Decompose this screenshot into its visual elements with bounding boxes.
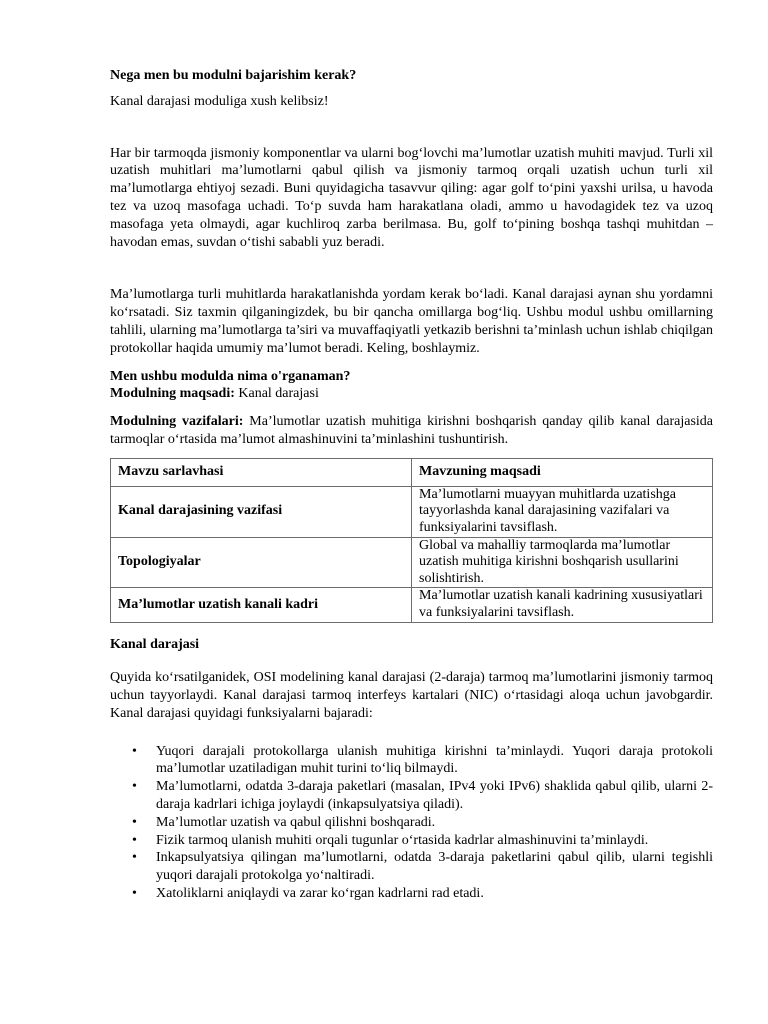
bullet-icon: • — [132, 814, 137, 830]
module-tasks-value: Ma’lumotlar uzatish muhitiga kirishni boshqarish qanday qilib kanal darajasida tarmoqlar o‘rtasida ma’lumot almashinuvini ta’minlashini tushuntirish. — [110, 414, 714, 447]
table-cell-topic: Kanal darajasining vazifasi — [111, 486, 412, 537]
module-tasks-label: Modulning vazifalari: — [110, 414, 244, 430]
list-item — [110, 885, 713, 903]
intro-paragraph-1: Har bir tarmoqda jismoniy komponentlar va ularni bog‘lovchi ma’lumotlar uzatish muhiti mavjud. Turli xil uzatish muhitlari ma’lumotlarni qabul qilish va jismoniy tarmoq orqali uzatish uchun turli xil ma’lumotlarga ehtiyoj sezadi. Buni quyidagicha tasavvur qiling: agar golf to‘pini yaxshi urilsa, u havoda tez va uzoq masofaga uchadi. To‘p suvda ham harakatlana oladi, ammo u havodagidek tez va uzoq masofaga yeta olmaydi, agar kuchliroq zarba berilmasa. Bu, golf to‘pining boshqa tashqi muhitdan – havodan emas, suvdan o‘tishi sababli yuz beradi. — [110, 145, 713, 250]
section-heading: Kanal darajasi — [110, 636, 200, 652]
table-cell-goal: Ma’lumotlar uzatish kanali kadrining xususiyatlari va funksiyalarini tavsiflash. — [412, 588, 713, 622]
welcome-text: Kanal darajasi moduliga xush kelibsiz! — [110, 93, 329, 109]
topics-table — [110, 458, 713, 623]
bullet-icon: • — [132, 886, 137, 902]
list-item-text: Ma’lumotlarni, odatda 3-daraja paketlari (masalan, IPv4 yoki IPv6) shaklida qabul qilib, ularni 2-daraja kadrlari ichiga joylaydi (inkapsulyatsiya qiladi). — [156, 779, 713, 813]
document-page — [110, 67, 713, 903]
list-item — [110, 743, 713, 779]
list-item-text: Fizik tarmoq ulanish muhiti orqali tugunlar o‘rtasida kadrlar almashinuvini ta’minlaydi. — [156, 832, 649, 848]
table-row — [111, 486, 713, 537]
intro-paragraph-2: Ma’lumotlarga turli muhitlarda harakatlanishda yordam kerak bo‘ladi. Kanal darajasi aynan shu yordamni ko‘rsatadi. Siz taxmin qilganingizdek, bu bir qancha omillarga bog‘liq. Ushbu modul ushbu omillarning tahlili, ularning ma’lumotlarga ta’siri va muvaffaqiyatli yetkazib berishni ta’minlash uchun ishlab chiqilgan protokollar haqida umumiy ma’lumot beradi. Keling, boshlaymiz. — [110, 287, 713, 356]
list-item — [110, 814, 713, 832]
list-item-text: Ma’lumotlar uzatish va qabul qilishni boshqaradi. — [156, 814, 436, 830]
functions-list — [110, 743, 713, 903]
table-header-row — [111, 458, 713, 486]
table-header-goal: Mavzuning maqsadi — [412, 458, 713, 486]
list-item — [110, 849, 713, 885]
list-item — [110, 832, 713, 850]
module-tasks — [110, 413, 713, 449]
intro-heading: Nega men bu modulni bajarishim kerak? — [110, 68, 357, 83]
table-header-topic: Mavzu sarlavhasi — [111, 458, 412, 486]
table-row — [111, 588, 713, 622]
table-cell-topic: Ma’lumotlar uzatish kanali kadri — [111, 588, 412, 622]
list-item-text: Yuqori darajali protokollarga ulanish muhitiga kirishni ta’minlaydi. Yuqori daraja protokoli ma’lumotlar uzatiladigan muhit turini to‘liq bilmaydi. — [156, 743, 713, 777]
list-item — [110, 778, 713, 814]
list-item-text: Inkapsulyatsiya qilingan ma’lumotlarni, odatda 3-daraja paketlarini qabul qilib, ularni tegishli yuqori darajali protokolga yo‘naltiradi. — [156, 850, 713, 884]
table-cell-goal: Ma’lumotlarni muayyan muhitlarda uzatishga tayyorlashda kanal darajasining vazifalari va funksiyalarini tavsiflash. — [412, 486, 713, 537]
list-item-text: Xatoliklarni aniqlaydi va zarar ko‘rgan kadrlarni rad etadi. — [156, 886, 484, 902]
module-goal — [110, 385, 713, 403]
table-cell-goal: Global va mahalliy tarmoqlarda ma’lumotlar uzatish muhitiga kirishni boshqarish usullarini solishtirish. — [412, 537, 713, 588]
learn-heading: Men ushbu modulda nima o'rganaman? — [110, 368, 351, 384]
section-intro: Quyida ko‘rsatilganidek, OSI modelining kanal darajasi (2-daraja) tarmoq ma’lumotlarini jismoniy tarmoq uchun tayyorlaydi. Kanal darajasi tarmoq interfeys kartalari (NIC) o‘rtasidagi aloqa uchun javobgardir. Kanal darajasi quyidagi funksiyalarni bajaradi: — [110, 670, 713, 721]
table-row — [111, 537, 713, 588]
module-goal-label: Modulning maqsadi: — [110, 386, 235, 402]
bullet-icon: • — [132, 779, 137, 795]
bullet-icon: • — [132, 743, 137, 759]
bullet-icon: • — [132, 832, 137, 848]
module-goal-value: Kanal darajasi — [234, 386, 319, 402]
table-cell-topic: Topologiyalar — [111, 537, 412, 588]
bullet-icon: • — [132, 850, 137, 866]
